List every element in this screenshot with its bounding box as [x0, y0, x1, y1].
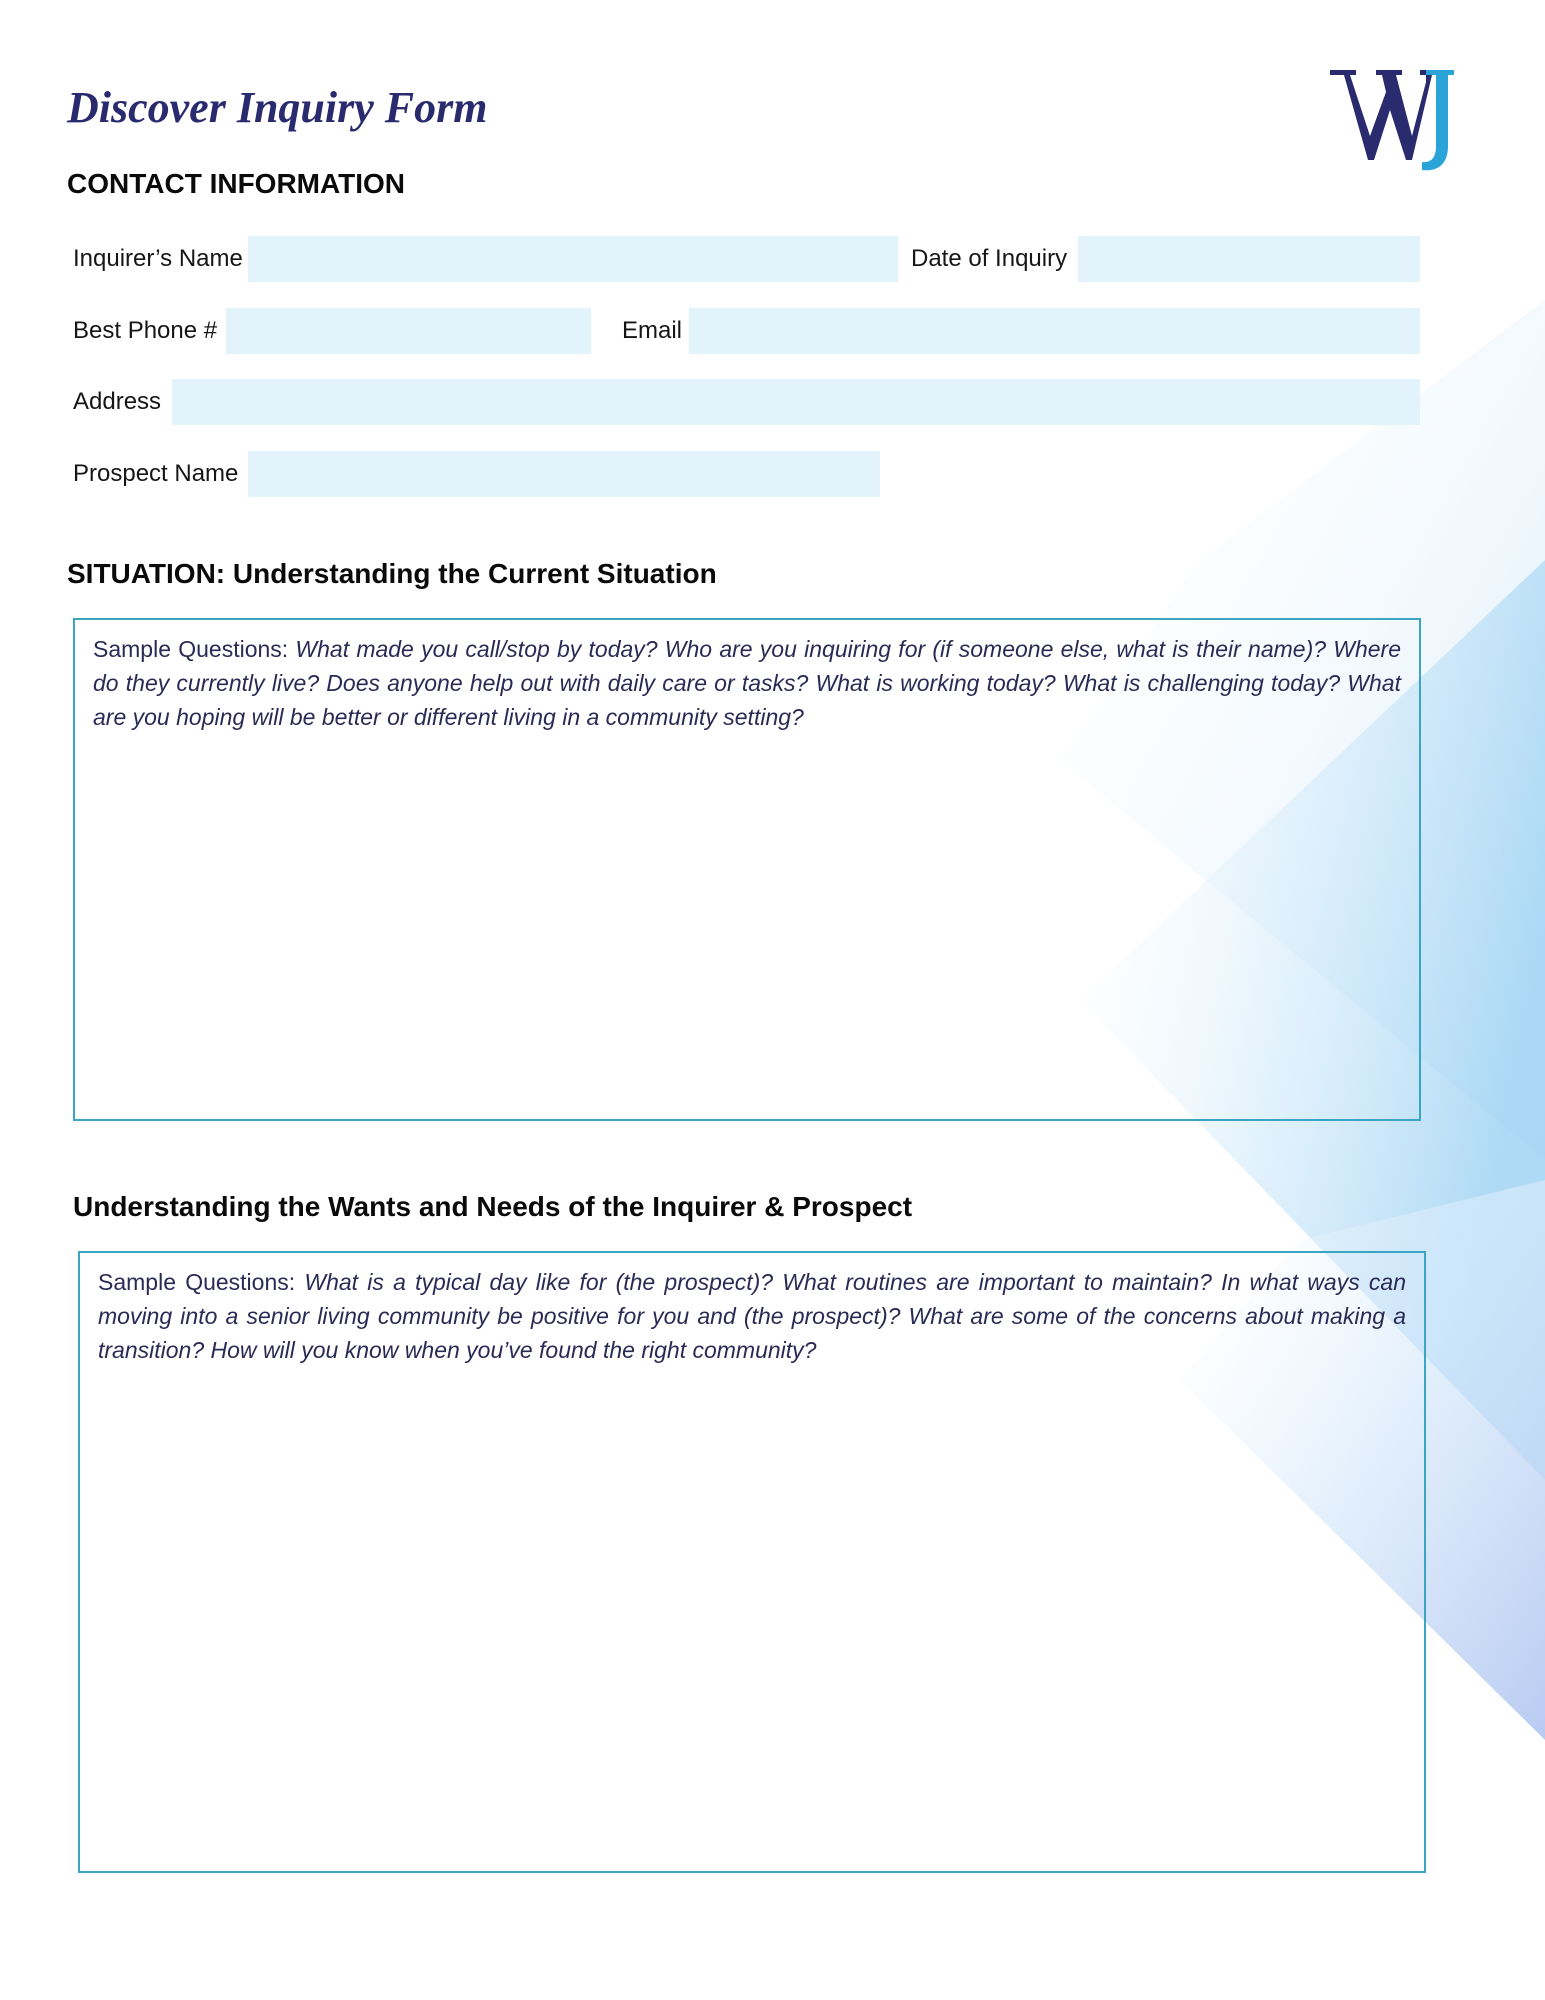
inquirer-name-label: Inquirer’s Name	[73, 245, 243, 272]
prospect-name-label: Prospect Name	[73, 460, 239, 487]
situation-notes-input[interactable]	[81, 750, 1413, 1113]
best-phone-label: Best Phone #	[73, 317, 218, 344]
situation-prompt-questions: What made you call/stop by today? Who are you inquiring for (if someone else, what is their name)? Where do they currently live? Does anyone help out with daily care or tasks? What is working today? What is challenging today? What are you hoping will be better or different living in a community setting?	[93, 636, 1402, 730]
wants-needs-sample-questions	[98, 1265, 1406, 1367]
best-phone-input[interactable]	[226, 308, 591, 354]
wants-prompt-questions: What is a typical day like for (the prospect)? What routines are important to maintain? In what ways can moving into a senior living community be positive for you and (the prospect)? What are some of the concerns about making a transition? How will you know when you’ve found the right community?	[98, 1269, 1407, 1363]
wants-needs-notes-input[interactable]	[86, 1383, 1418, 1865]
address-label: Address	[73, 388, 162, 415]
wants-needs-notes-box	[78, 1251, 1426, 1873]
situation-heading: SITUATION: Understanding the Current Situation	[67, 558, 717, 589]
email-label: Email	[622, 317, 683, 344]
situation-notes-box	[73, 618, 1421, 1121]
date-of-inquiry-input[interactable]	[1078, 236, 1420, 282]
situation-sample-questions	[93, 632, 1401, 734]
wj-logo	[1326, 62, 1456, 174]
situation-prompt-prefix: Sample Questions:	[93, 636, 289, 662]
prospect-name-input[interactable]	[248, 451, 880, 497]
wants-needs-heading: Understanding the Wants and Needs of the Inquirer & Prospect	[73, 1191, 913, 1222]
inquirer-name-input[interactable]	[248, 236, 898, 282]
address-input[interactable]	[172, 379, 1420, 425]
date-of-inquiry-label: Date of Inquiry	[911, 245, 1068, 272]
contact-heading: CONTACT INFORMATION	[67, 168, 406, 199]
wants-prompt-prefix: Sample Questions:	[98, 1269, 296, 1295]
page-title: Discover Inquiry Form	[67, 83, 488, 132]
email-input[interactable]	[689, 308, 1420, 354]
